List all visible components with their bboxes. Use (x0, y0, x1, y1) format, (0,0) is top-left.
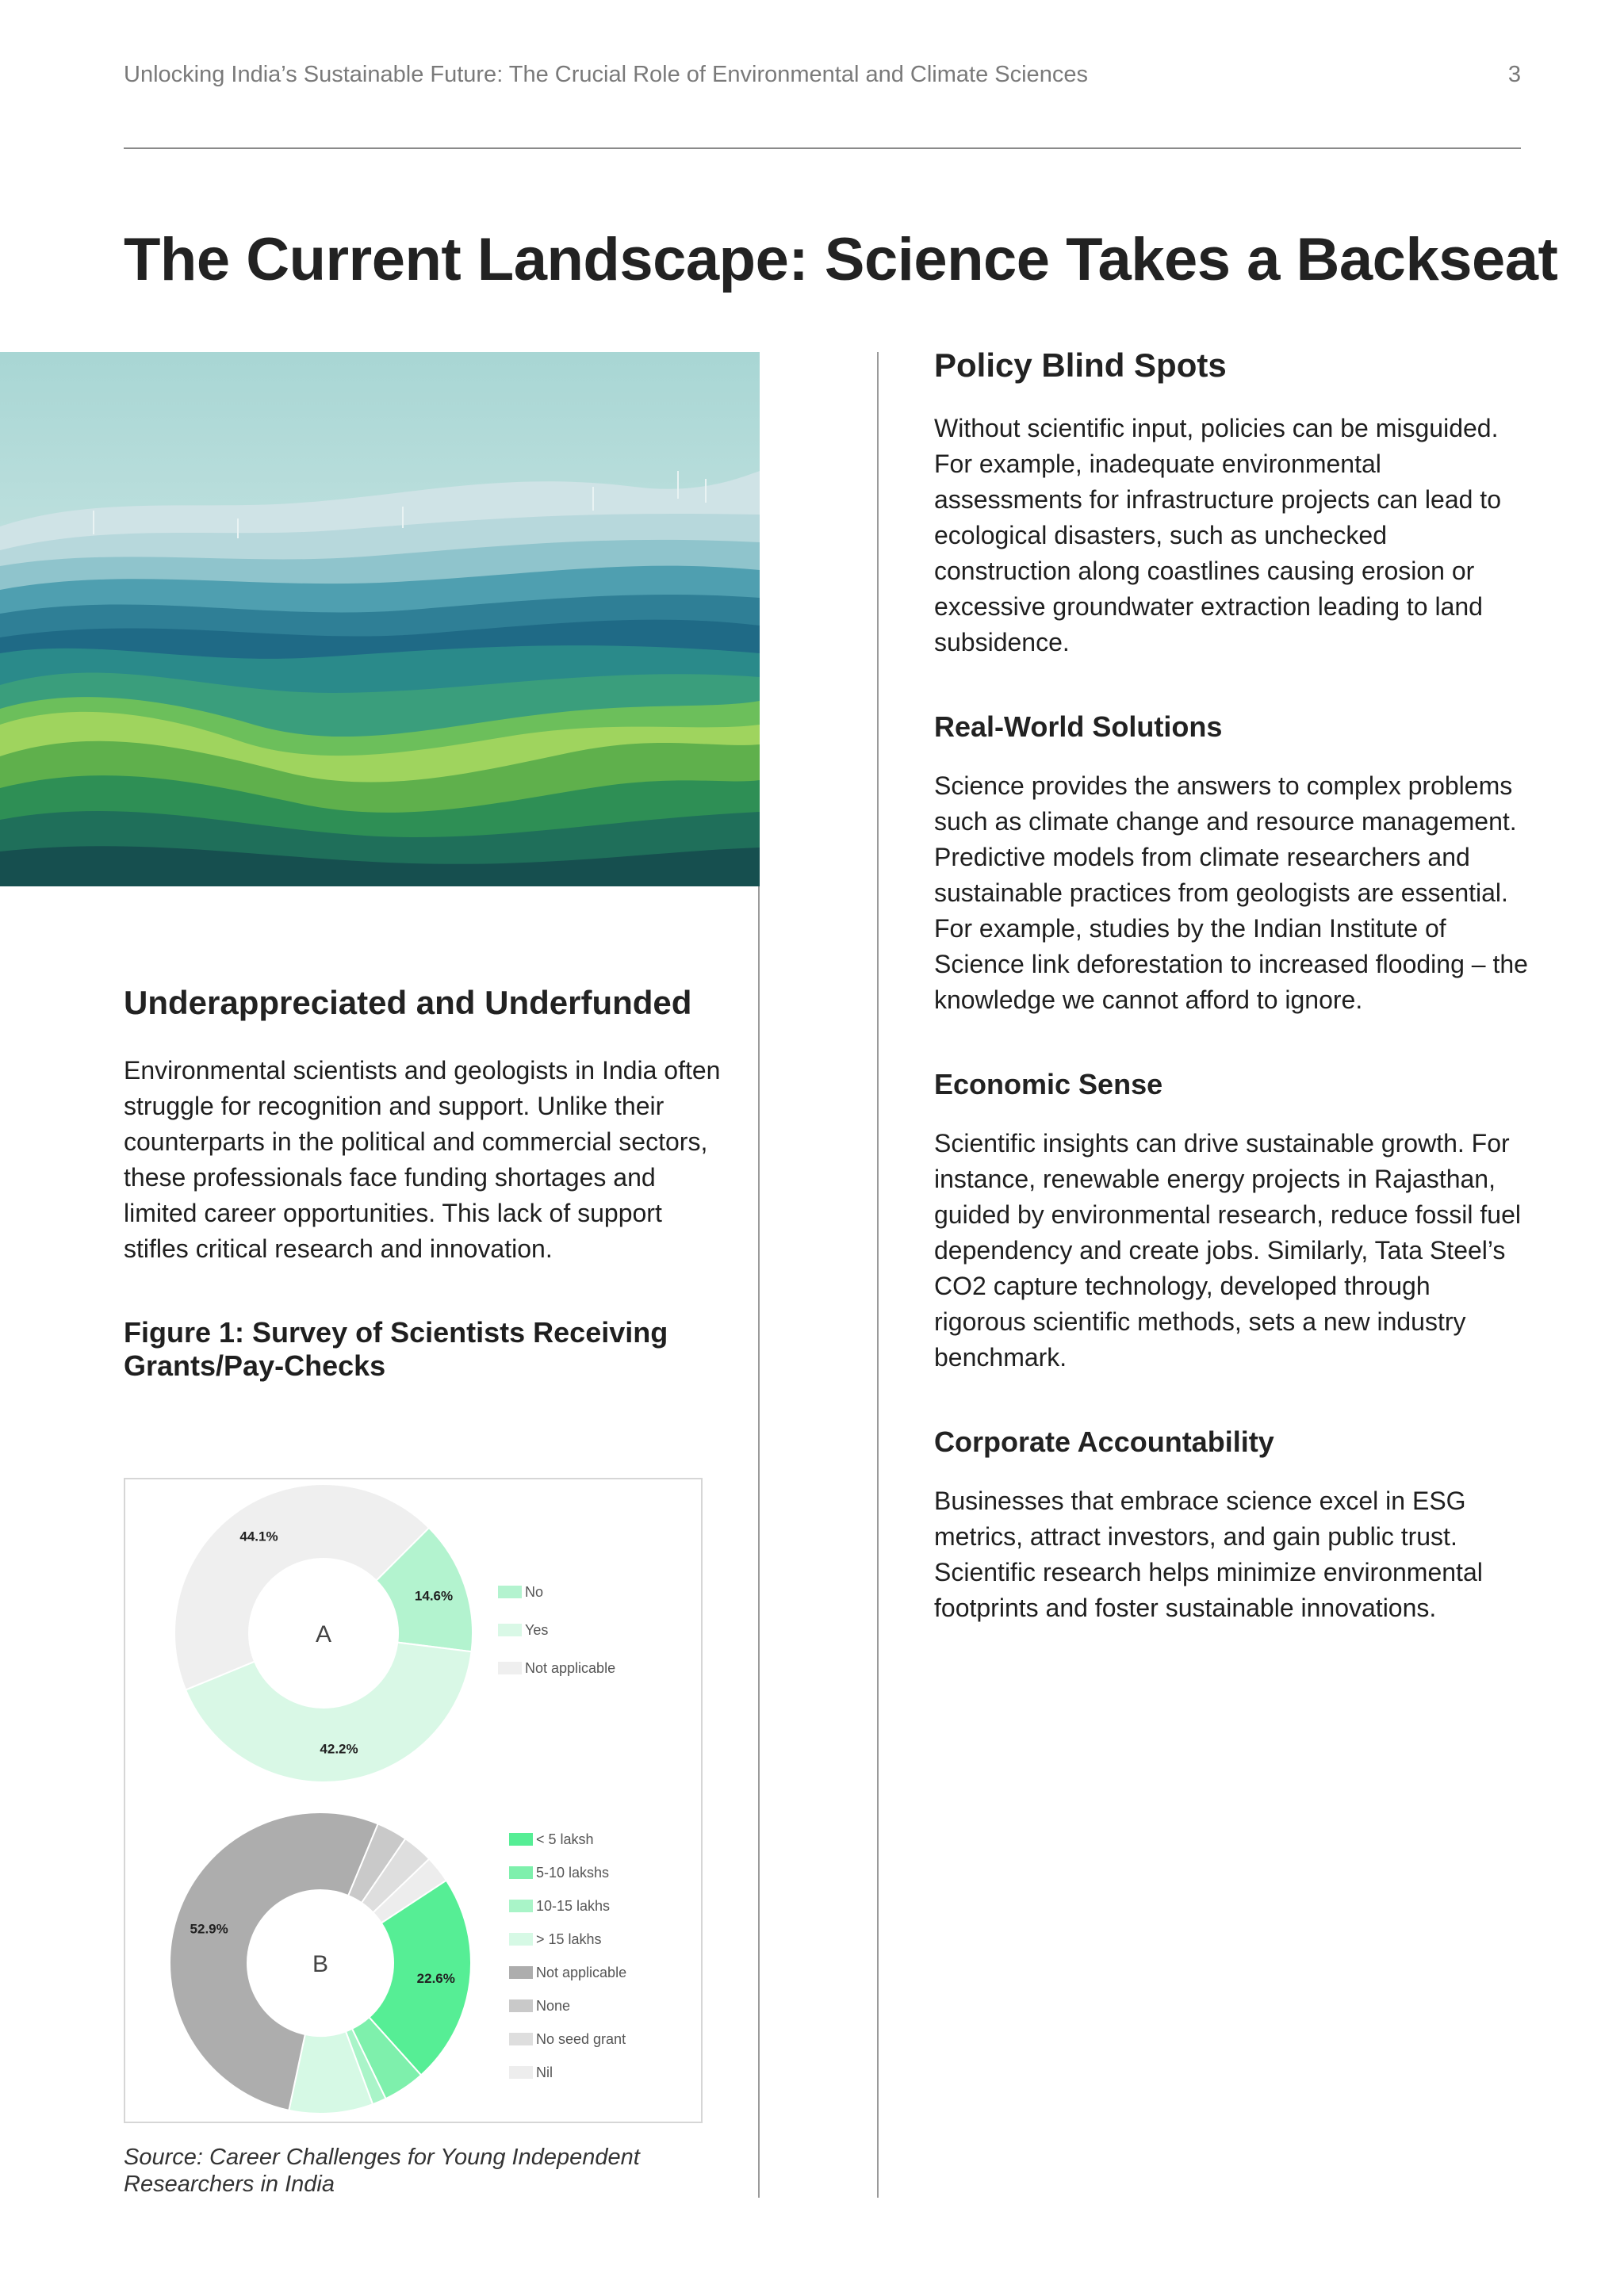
right-column (934, 344, 1529, 1626)
survey-donut-charts (124, 1478, 703, 2123)
section-heading-underfunded: Underappreciated and Underfunded (124, 984, 692, 1021)
figure-source: Source: Career Challenges for Young Independent Researchers in India (124, 2145, 640, 2197)
legend-swatch (509, 1966, 533, 1979)
figure-title: Figure 1: Survey of Scientists Receiving Grants/Pay-Checks (124, 1316, 668, 1382)
legend-swatch (509, 1866, 533, 1879)
section-heading-economic: Economic Sense (934, 1068, 1163, 1100)
page-number: 3 (1507, 62, 1521, 87)
legend-label: Not applicable (536, 1965, 627, 1980)
left-column (124, 983, 726, 1383)
column-divider-left (758, 886, 760, 2198)
legend-swatch (509, 1833, 533, 1846)
section-heading-corporate: Corporate Accountability (934, 1425, 1274, 1458)
legend-swatch (498, 1662, 522, 1674)
column-divider-right (877, 352, 879, 2198)
donut-chart-a (174, 1484, 615, 1782)
legend-label: No (525, 1584, 544, 1600)
section-body-economic: Scientific insights can drive sustainable growth. For instance, renewable energy projects in Rajasthan, guided by environmental research, reduce fossil fuel dependency and create jobs. Similarly, Tata Steel’s CO2 capture technology, developed through rigorous scientific methods, sets a new industry benchmark. (934, 1129, 1521, 1372)
legend-swatch (509, 2066, 533, 2079)
legend-label: Yes (525, 1622, 549, 1638)
section-body-underfunded: Environmental scientists and geologists in India often struggle for recognition and support. Unlike their counterparts in the political and commercial sectors, these professionals face funding shortages and limited career opportunities. This lack of support stifles critical research and innovation. (124, 1056, 721, 1263)
section-body-corporate: Businesses that embrace science excel in ESG metrics, attract investors, and gain public trust. Scientific research helps minimize environmental footprints and foster sustainable innovations. (934, 1487, 1483, 1622)
legend-label: No seed grant (536, 2031, 626, 2047)
section-body-solutions: Science provides the answers to complex problems such as climate change and resource management. Predictive models from climate researchers and sustainable practices from geologists are essential. For example, studies by the Indian Institute of Science link deforestation to increased flooding – the knowledge we cannot afford to ignore. (934, 771, 1528, 1014)
legend-swatch (498, 1586, 522, 1598)
donut-center-label: A (315, 1621, 332, 1647)
donut-chart-b (170, 1812, 626, 2114)
hero-landscape-illustration (0, 352, 760, 886)
section-body-policy: Without scientific input, policies can be misguided. For example, inadequate environmental assessments for infrastructure projects can lead to ecological disasters, such as unchecked construction along coastlines causing erosion or excessive groundwater extraction leading to land subsidence. (934, 414, 1501, 656)
legend-swatch (509, 2033, 533, 2045)
legend-swatch (509, 1999, 533, 2012)
legend-label: < 5 laksh (536, 1831, 594, 1847)
donut-data-label: 22.6% (416, 1970, 455, 1986)
legend-swatch (509, 1933, 533, 1946)
legend-label: > 15 lakhs (536, 1931, 602, 1947)
legend-label: None (536, 1998, 571, 2014)
donut-data-label: 14.6% (414, 1588, 454, 1604)
legend-label: 5-10 lakshs (536, 1865, 610, 1881)
section-heading-solutions: Real-World Solutions (934, 710, 1223, 743)
running-header (124, 62, 1521, 88)
legend-label: 10-15 lakhs (536, 1898, 611, 1914)
donut-data-label: 42.2% (320, 1741, 358, 1757)
running-title: Unlocking India’s Sustainable Future: The Crucial Role of Environmental and Climate Sciences (124, 62, 1088, 87)
legend-label: Not applicable (525, 1660, 616, 1676)
section-heading-policy: Policy Blind Spots (934, 346, 1227, 384)
legend-swatch (498, 1624, 522, 1636)
donut-data-label: 52.9% (190, 1921, 228, 1937)
legend-label: Nil (536, 2064, 553, 2080)
page-title: The Current Landscape: Science Takes a Backseat (124, 226, 1558, 293)
donut-data-label: 44.1% (239, 1529, 278, 1544)
header-divider (124, 147, 1521, 149)
legend-swatch (509, 1900, 533, 1912)
donut-center-label: B (312, 1951, 329, 1977)
